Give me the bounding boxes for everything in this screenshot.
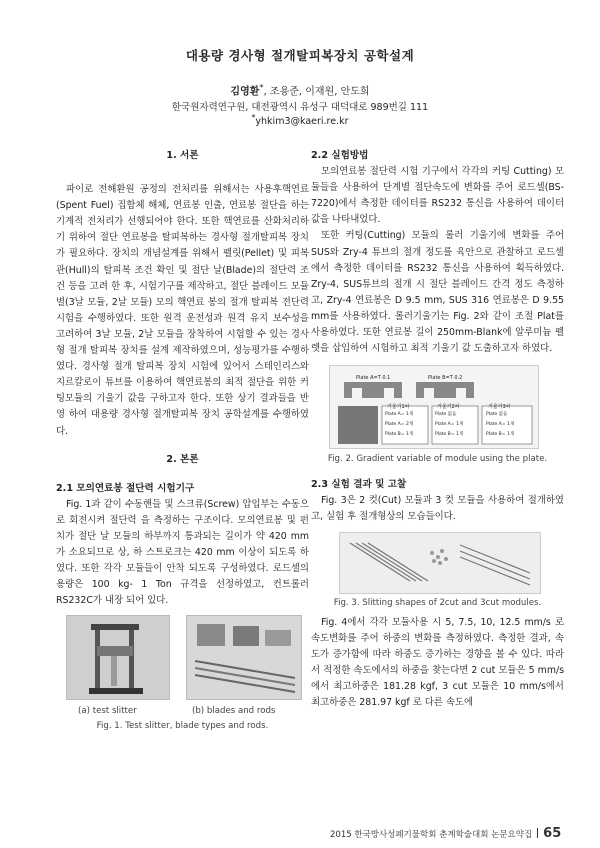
email-mark: *	[251, 113, 256, 122]
figure-1	[56, 615, 309, 700]
section-2-3-para-1: Fig. 3은 2 컷(Cut) 모듈과 3 컷 모듈을 사용하여 절개하였고, 실험 후 절개형상의 모습들이다.	[311, 495, 564, 523]
g2-row: Plate A= 1개	[435, 422, 464, 428]
gradient-3-label: 기울기3차	[488, 404, 511, 411]
email: yhkim3@kaeri.re.kr	[255, 116, 349, 128]
section-2-1-heading: 2.1 모의연료봉 절단력 시험기구	[56, 482, 195, 494]
corresponding-mark: *	[259, 82, 264, 92]
section-1-heading: 1. 서론	[166, 150, 199, 161]
corresponding-author: 김영환	[230, 86, 260, 98]
fig1-subcaption-b: (b) blades and rods	[192, 706, 276, 717]
g1-row: Plate A= 1개	[385, 412, 414, 418]
g3-row: Plate A= 1개	[486, 422, 515, 428]
email-line	[0, 113, 600, 127]
authors	[0, 82, 600, 97]
gradient-2-rows	[435, 410, 463, 440]
gradient-1-label: 기울기1차	[387, 404, 410, 411]
page-footer	[330, 826, 561, 841]
paper-title: 대용량 경사형 절개탈피복장치 공학설계	[185, 48, 415, 63]
test-slitter-image	[67, 616, 169, 699]
section-1-text: 파이로 전해환원 공정의 전처리를 위해서는 사용후핵연료(Spent Fuel) 집합체 해체, 연료봉 인출, 연료봉 절단을 하는 기계적 전처리가 선행되어야 한다. 또한 핵연료를 산화처리하기 위하여 절단 연료봉을 탈피복하는 경사형 절개탈피복 장치가 필요하다. 장치의 개념설계를 위해서 펠릿(Pellet) 및 피복관(Hull)의 탈피복 조건 확인 및 절단 날(Blade)의 절단력 조건 등을 고려 한 후, 시험기구를 제작하고, 절단 블레이드 모듈별(3날 모듈, 2날 모듈) 모의 핵연료 봉의 절개 탈피복 전단력 시험을 수행하였다. 또한 원격 운전성과 원격 유지 보수성을 고려하여 3날 모듈, 2날 모듈을 장착하여 시험할 수 있는 경사형 절개 탈피복 장치를 설계 제작하였으며, 성능평가를 수행하였다. 경사형 절개 탈피복 장치 시험에 있어서 스테인리스와 지르칼로이 튜브를 이용하여 핵연료봉의 최적 절단을 위한 커팅모듈의 기울기 값을 구하고자 한다. 또한 상기 결과들을 반영 하여 대용량 경사형 절개탈피복 장치 공학설계를 수행하였다.	[56, 184, 309, 437]
g3-row: Plate 없음	[486, 412, 508, 418]
slitting-shapes-image	[340, 533, 540, 593]
section-2-heading: 2. 본론	[166, 453, 199, 465]
g1-row: Plate B= 1개	[385, 432, 414, 438]
figure-3	[339, 532, 541, 594]
figure-1-subcaptions	[56, 703, 309, 719]
g2-row: Plate B= 1개	[435, 432, 464, 438]
fig3-caption: Fig. 3. Slitting shapes of 2cut and 3cut modules.	[333, 597, 542, 608]
gradient-2-label: 기울기2차	[437, 404, 460, 411]
blades-rods-image	[187, 616, 301, 699]
conference-name: 2015 한국방사성폐기물학회 춘계학술대회 논문요약집	[330, 830, 533, 840]
affiliation: 한국원자력연구원, 대전광역시 유성구 대덕대로 989번길 111	[171, 102, 429, 113]
fig2-caption: Fig. 2. Gradient variable of module using the plate.	[327, 454, 548, 465]
gradient-3-rows	[486, 410, 514, 440]
test-slitter-photo	[66, 615, 170, 700]
section-2-2-para-2: 또한 커팅(Cutting) 모듈의 롤러 기울기에 변화를 주어 SUS와 Zry-4 튜브의 절개 정도를 육안으로 관찰하고 로드셀에서 측정한 데이터를 RS232 통신을 사용하여 획득하였다. Zry-4, SUS튜브의 절개 시 절단 블레이드 간격 정도 측정하고, Zry-4 연료봉은 D 9.5 mm, SUS 316 연료봉은 D 9.55 mm를 사용하였다. 롤러기울기는 Fig. 2와 같이 조절 Plat를 사용하였다. 또한 연료봉 길이 250mm-Blank에 알루미늄 펠렛을 삽입하여 시험하고 최적 기울기 값 도출하고자 하였다.	[311, 230, 564, 355]
page-number: 65	[543, 826, 562, 841]
plate-b-label: Plate B=T 0.2	[428, 375, 463, 382]
g2-row: Plate 없음	[435, 412, 457, 418]
left-column	[56, 148, 309, 732]
right-column	[311, 148, 564, 711]
g3-row: Plate B= 1개	[486, 432, 515, 438]
g1-row: Plate A= 2개	[385, 422, 414, 428]
section-2-2-para-1: 모의연료봉 절단력 시험 기구에서 각각의 커팅 Cutting) 모듈들을 사용하여 단계별 절단속도에 변화를 주어 로드셀(BS-7220)에서 측정한 데이터를 RS232 통신을 사용하여 데이터 값을 나타내었다.	[311, 166, 564, 226]
blades-rods-photo	[186, 615, 302, 700]
section-2-1-text: Fig. 1과 같이 수동핸들 및 스크류(Screw) 압입부는 수동으로 회전시켜 절단력 을 측정하는 구조이다. 모의연료봉 및 펀치가 절단 날 모듈의 하부까지 통과되는 길이가 약 420 mm 가 소요되므로 상, 하 스트로크는 420 mm 이상이 되도록 하였다. 또한 각각 모듈들이 안착 되도록 구성하였다. 로드셀의 용량은 100 kg- 1 Ton 규격을 선정하였고, 컨트롤러 RS232C가 내장 되어 있다.	[56, 498, 309, 607]
section-2-3-heading: 2.3 실험 결과 및 고찰	[311, 479, 407, 491]
gradient-1-rows	[385, 410, 413, 440]
section-2-3-para-2: Fig. 4에서 각각 모듈사용 시 5, 7.5, 10, 12.5 mm/s 로 속도변화를 주어 하중의 변화를 측정하였다. 측정한 결과, 속도가 증가함에 따라 하중도 증가하는 경향을 볼 수 있다. 따라서 적정한 속도에서의 하중을 찾는다면 2 cut 모듈은 5 mm/s에서 최고하중은 181.28 kgf, 3 cut 모듈은 10 mm/s에서 최고하중은 281.97 kgf 로 다른 속도에	[311, 616, 564, 708]
co-authors: , 조용준, 이재원, 안도희	[263, 86, 370, 98]
fig1-caption: Fig. 1. Test slitter, blade types and rods.	[96, 720, 269, 731]
figure-2	[329, 365, 539, 449]
section-2-2-heading: 2.2 실험방법	[311, 150, 369, 161]
footer-divider	[537, 828, 538, 838]
plate-a-label: Plate A=T 0.1	[356, 375, 391, 382]
fig1-subcaption-a: (a) test slitter	[78, 706, 137, 717]
